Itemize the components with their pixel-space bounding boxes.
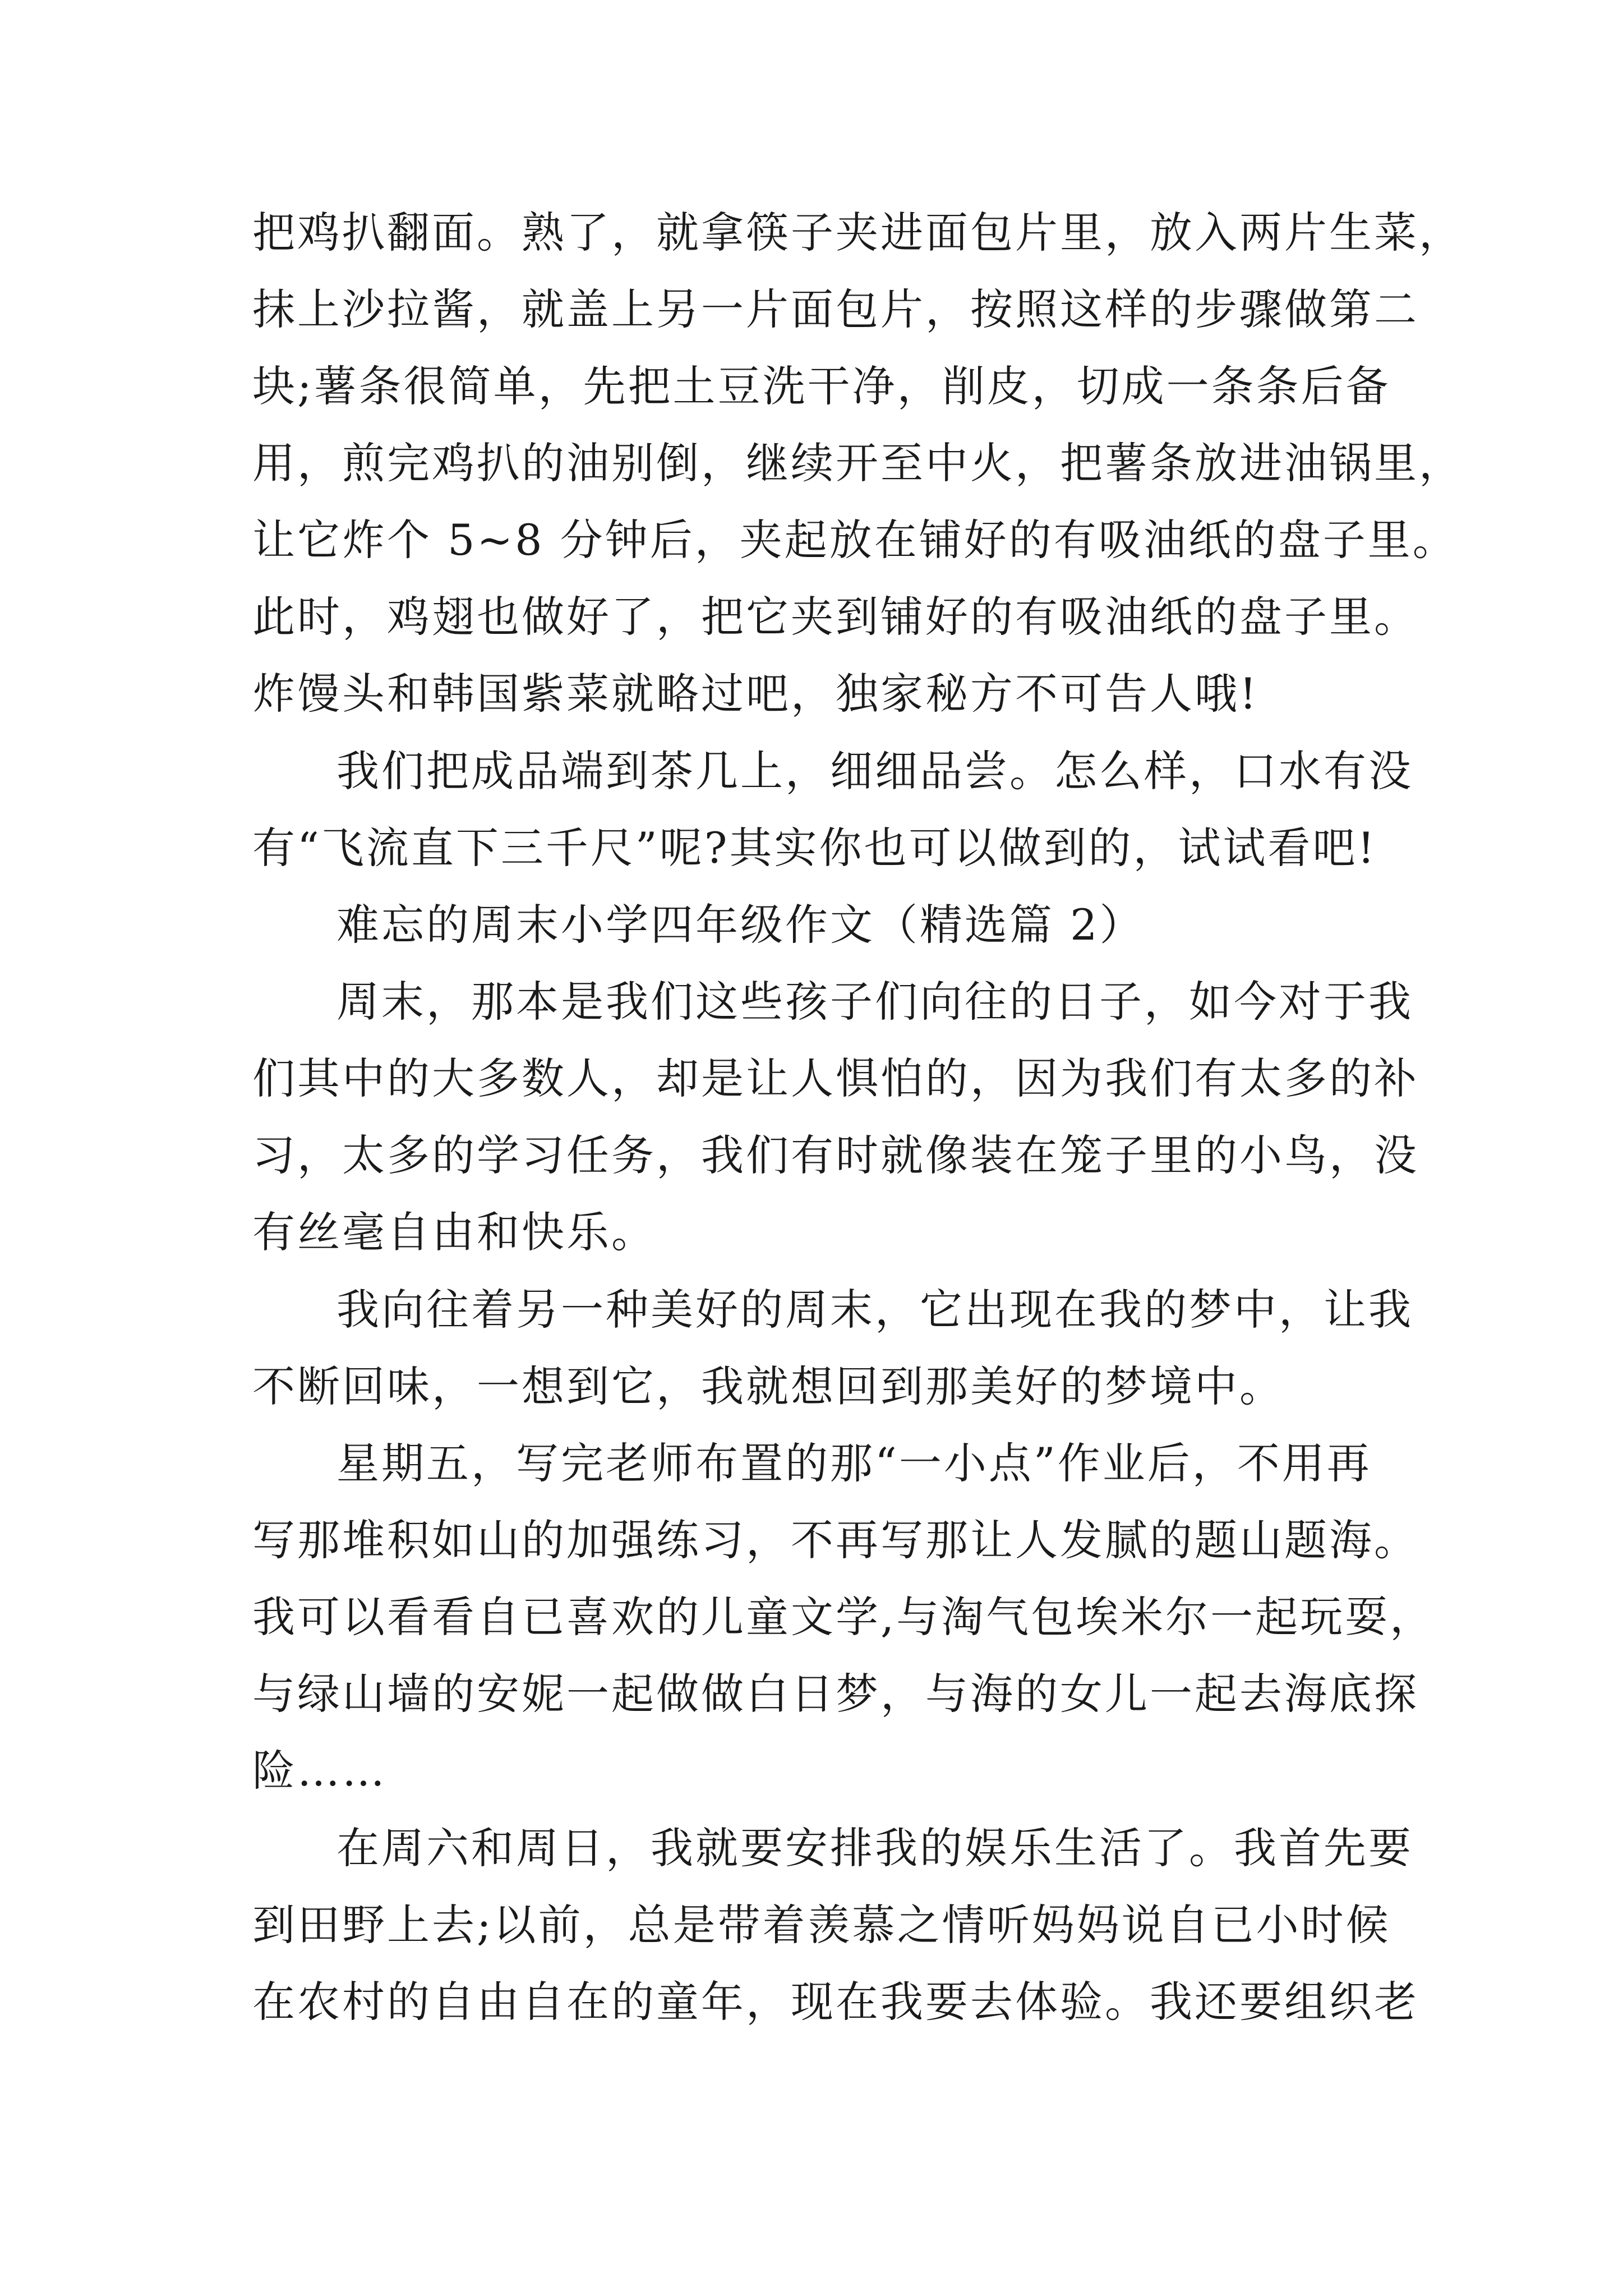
text-line-18: 写那堆积如山的加强练习，不再写那让人发腻的题山题海。 [252,1515,1419,1565]
text-line-16: 不断回味，一想到它，我就想回到那美好的梦境中。 [252,1361,1284,1411]
text-line-5: 让它炸个 5~8 分钟后，夹起放在铺好的有吸油纸的盘子里。 [252,515,1458,565]
section-heading: 难忘的周末小学四年级作文（精选篇 2） [336,900,1145,950]
text-line-7: 炸馒头和韩国紫菜就略过吧，独家秘方不可告人哦! [252,669,1259,719]
text-line-8: 我们把成品端到茶几上，细细品尝。怎么样，口水有没 [336,746,1413,796]
text-line-24: 在农村的自由自在的童年，现在我要去体验。我还要组织老 [252,1977,1419,2027]
text-line-15: 我向往着另一种美好的周末，它出现在我的梦中，让我 [336,1285,1413,1335]
text-line-2: 抹上沙拉酱，就盖上另一片面包片，按照这样的步骤做第二 [252,284,1419,334]
text-line-3: 块;薯条很简单，先把土豆洗干净，削皮，切成一条条后备 [252,361,1391,411]
text-line-19: 我可以看看自已喜欢的儿童文学,与淘气包埃米尔一起玩耍， [252,1592,1435,1642]
text-line-23: 到田野上去;以前，总是带着羡慕之情听妈妈说自已小时候 [252,1900,1391,1950]
text-line-9: 有“飞流直下三千尺”呢?其实你也可以做到的，试试看吧! [252,823,1377,873]
text-line-17: 星期五，写完老师布置的那“一小点”作业后，不用再 [336,1438,1372,1488]
text-line-1: 把鸡扒翻面。熟了，就拿筷子夹进面包片里，放入两片生菜， [252,208,1464,257]
text-line-13: 习，太多的学习任务，我们有时就像装在笼子里的小鸟，没 [252,1130,1419,1180]
text-line-20: 与绿山墙的安妮一起做做白日梦，与海的女儿一起去海底探 [252,1669,1419,1719]
text-line-14: 有丝毫自由和快乐。 [252,1207,656,1257]
text-line-12: 们其中的大多数人，却是让人惧怕的，因为我们有太多的补 [252,1053,1419,1103]
text-line-6: 此时，鸡翅也做好了，把它夹到铺好的有吸油纸的盘子里。 [252,592,1419,642]
text-line-21: 险…… [252,1746,387,1796]
text-line-11: 周末，那本是我们这些孩子们向往的日子，如今对于我 [336,977,1413,1027]
text-line-22: 在周六和周日，我就要安排我的娱乐生活了。我首先要 [336,1823,1413,1873]
text-line-4: 用，煎完鸡扒的油别倒，继续开至中火，把薯条放进油锅里， [252,438,1464,488]
